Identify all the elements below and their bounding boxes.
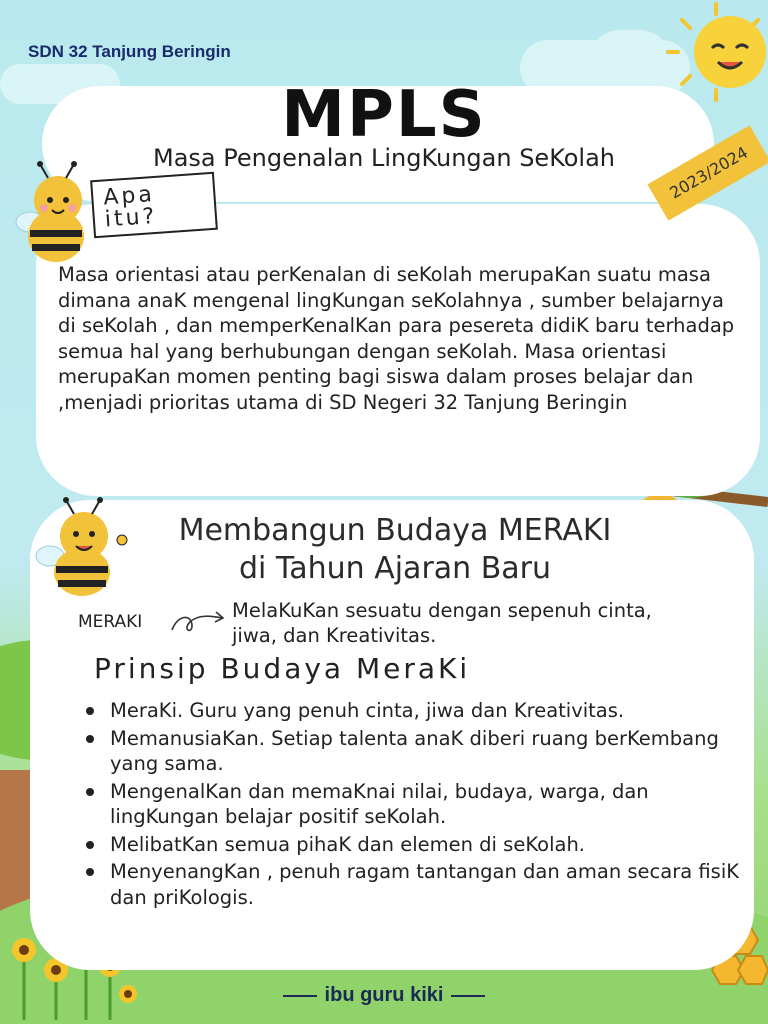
list-item-text: MemanusiaKan. Setiap talenta anaK diberi ruang berKembang yang sama. (110, 726, 719, 775)
list-item-text: MenyenangKan , penuh ragam tantangan dan aman secara fisiK dan priKologis. (110, 860, 740, 909)
school-name: SDN 32 Tanjung Beringin (28, 42, 231, 61)
list-item (84, 859, 754, 910)
list-item (84, 779, 754, 830)
question-badge: Apa itu? (90, 172, 218, 239)
author-name: ibu guru kiki (324, 984, 444, 1006)
list-item-text: MelibatKan semua pihaK dan elemen di seKolah. (110, 832, 585, 856)
list-item-text: MengenalKan dan memaKnai nilai, budaya, warga, dan lingKungan belajar positif seKolah. (110, 779, 649, 828)
list-item-text: MeraKi. Guru yang penuh cinta, jiwa dan Kreativitas. (110, 699, 625, 722)
curly-arrow-icon (168, 606, 228, 636)
divider (451, 995, 485, 997)
meraki-term: MERAKI (78, 612, 143, 632)
list-item (84, 726, 754, 777)
principles-list (84, 698, 754, 912)
bullet-icon (86, 788, 94, 796)
bullet-icon (86, 707, 94, 715)
bullet-icon (86, 868, 94, 876)
bullet-icon (86, 841, 94, 849)
footer (0, 984, 768, 1007)
meraki-definition: MelaKuKan sesuatu dengan sepenuh cinta, jiwa, dan Kreativitas. (232, 599, 652, 647)
section-heading (100, 512, 690, 588)
page-subtitle: Masa Pengenalan LingKungan SeKolah (152, 144, 616, 172)
year-badge: 2023/2024 (647, 125, 768, 220)
principles-title: Prinsip Budaya MeraKi (94, 652, 471, 685)
section-heading-line2: di Tahun Ajaran Baru (238, 551, 552, 586)
divider (283, 995, 317, 997)
page-title: MPLS (281, 78, 487, 152)
intro-paragraph: Masa orientasi atau perKenalan di seKolah merupaKan suatu masa dimana anaK mengenal lingKungan seKolahnya , sumber belajarnya di seKolah , dan memperKenalKan para pesereta didiK baru terhadap semua hal yang berhubungan dengan seKolah. Masa orientasi merupaKan momen penting bagi siswa dalam proses belajar dan ,menjadi prioritas utama di SD Negeri 32 Tanjung Beringin (58, 263, 735, 414)
bee-illustration (8, 160, 100, 270)
list-item (84, 698, 754, 724)
section-heading-line1: Membangun Budaya MERAKI (178, 513, 612, 548)
bullet-icon (86, 735, 94, 743)
list-item (84, 832, 754, 858)
